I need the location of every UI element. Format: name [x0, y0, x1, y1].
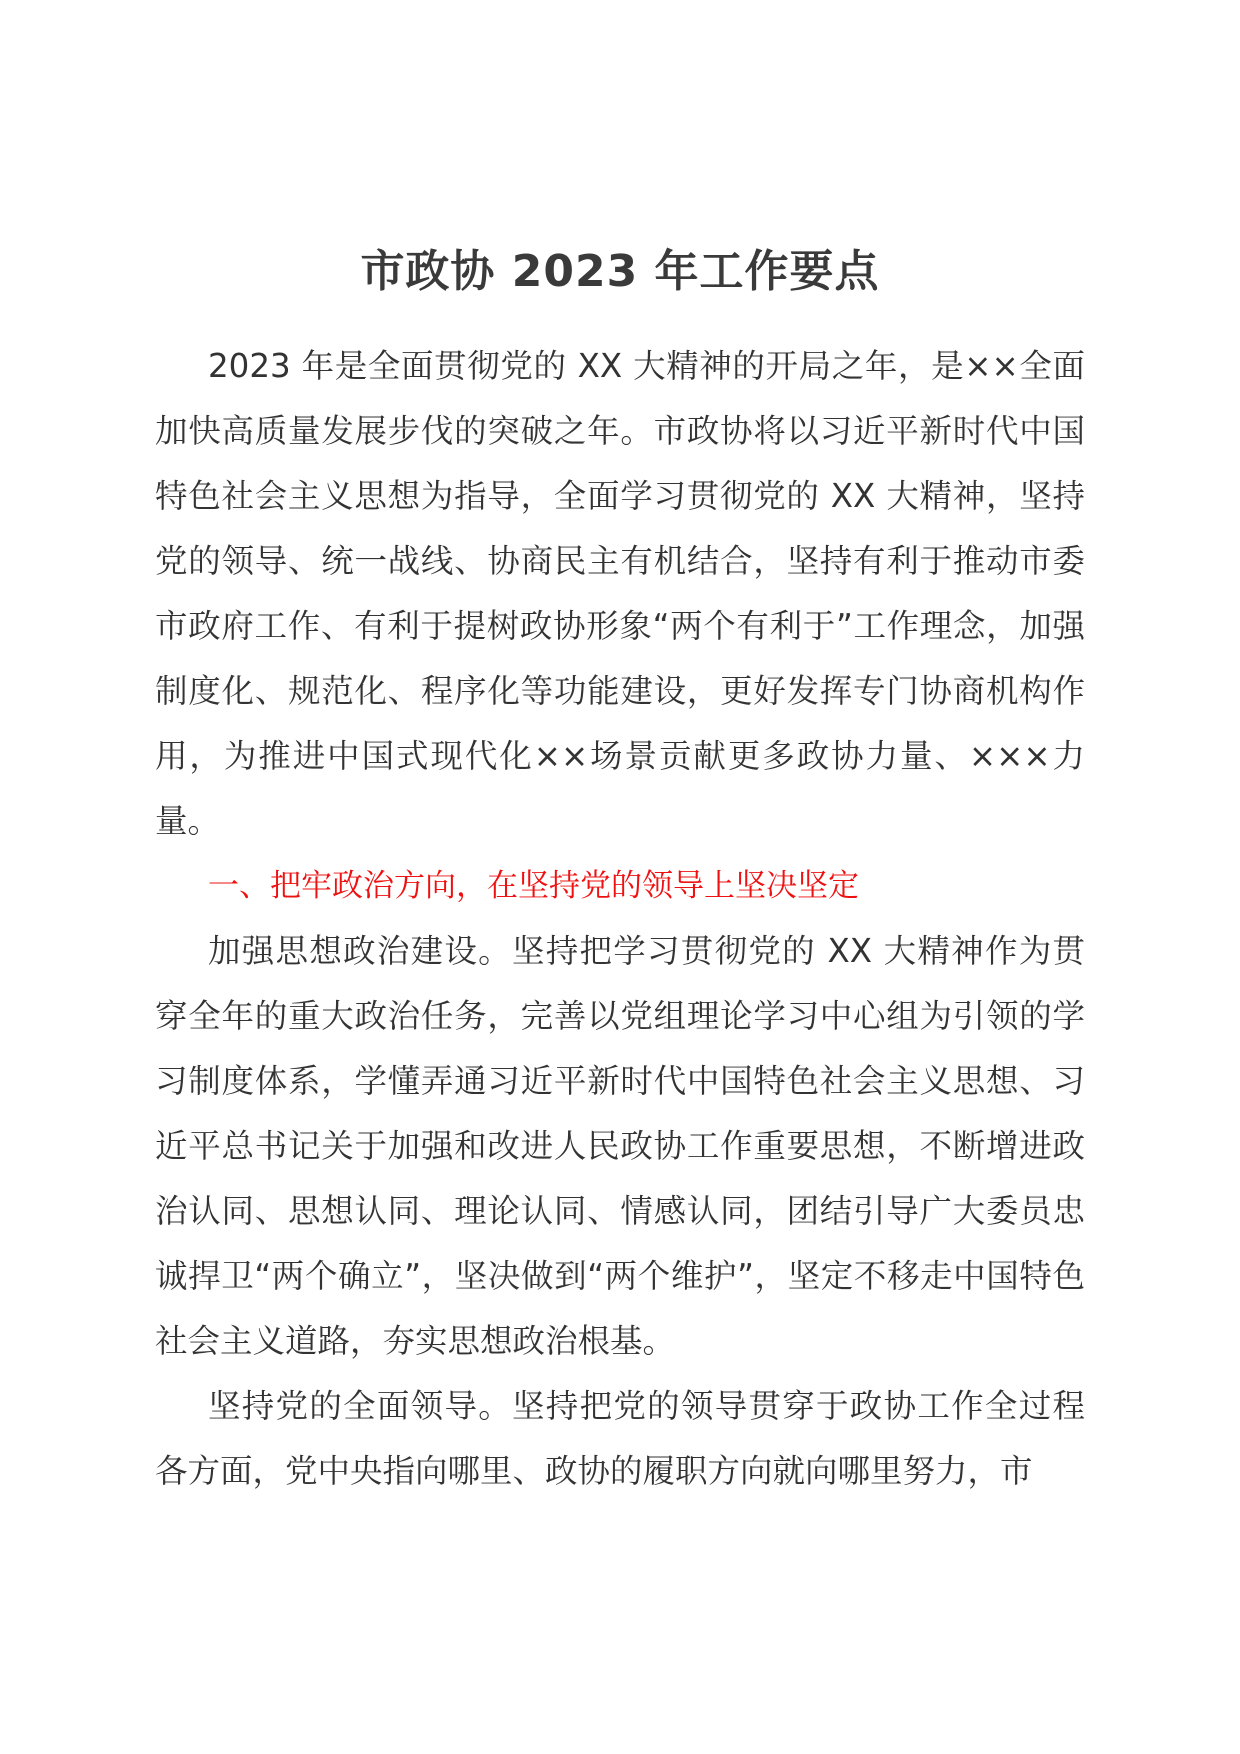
- section-1-paragraph-1: 加强思想政治建设。坚持把学习贯彻党的 XX 大精神作为贯穿全年的重大政治任务，完善以党组理论学习中心组为引领的学习制度体系，学懂弄通习近平新时代中国特色社会主义思想、习近平总书记关于加强和改进人民政协工作重要思想，不断增进政治认同、思想认同、理论认同、情感认同，团结引导广大委员忠诚捍卫“两个确立”，坚决做到“两个维护”，坚定不移走中国特色社会主义道路，夯实思想政治根基。: [155, 932, 1085, 1360]
- document-title: 市政协 2023 年工作要点: [360, 246, 880, 297]
- section-1-paragraph-2: 坚持党的全面领导。坚持把党的领导贯穿于政协工作全过程各方面，党中央指向哪里、政协的履职方向就向哪里努力，市: [155, 1387, 1085, 1490]
- section-heading-1: 一、把牢政治方向，在坚持党的领导上坚决坚定: [208, 868, 859, 904]
- intro-paragraph: 2023 年是全面贯彻党的 XX 大精神的开局之年，是××全面加快高质量发展步伐的突破之年。市政协将以习近平新时代中国特色社会主义思想为指导，全面学习贯彻党的 XX 大精神，坚持党的领导、统一战线、协商民主有机结合，坚持有利于推动市委市政府工作、有利于提树政协形象“两个有利于”工作理念，加强制度化、规范化、程序化等功能建设，更好发挥专门协商机构作用，为推进中国式现代化××场景贡献更多政协力量、×××力量。: [155, 347, 1085, 840]
- document-body: [155, 334, 1085, 1504]
